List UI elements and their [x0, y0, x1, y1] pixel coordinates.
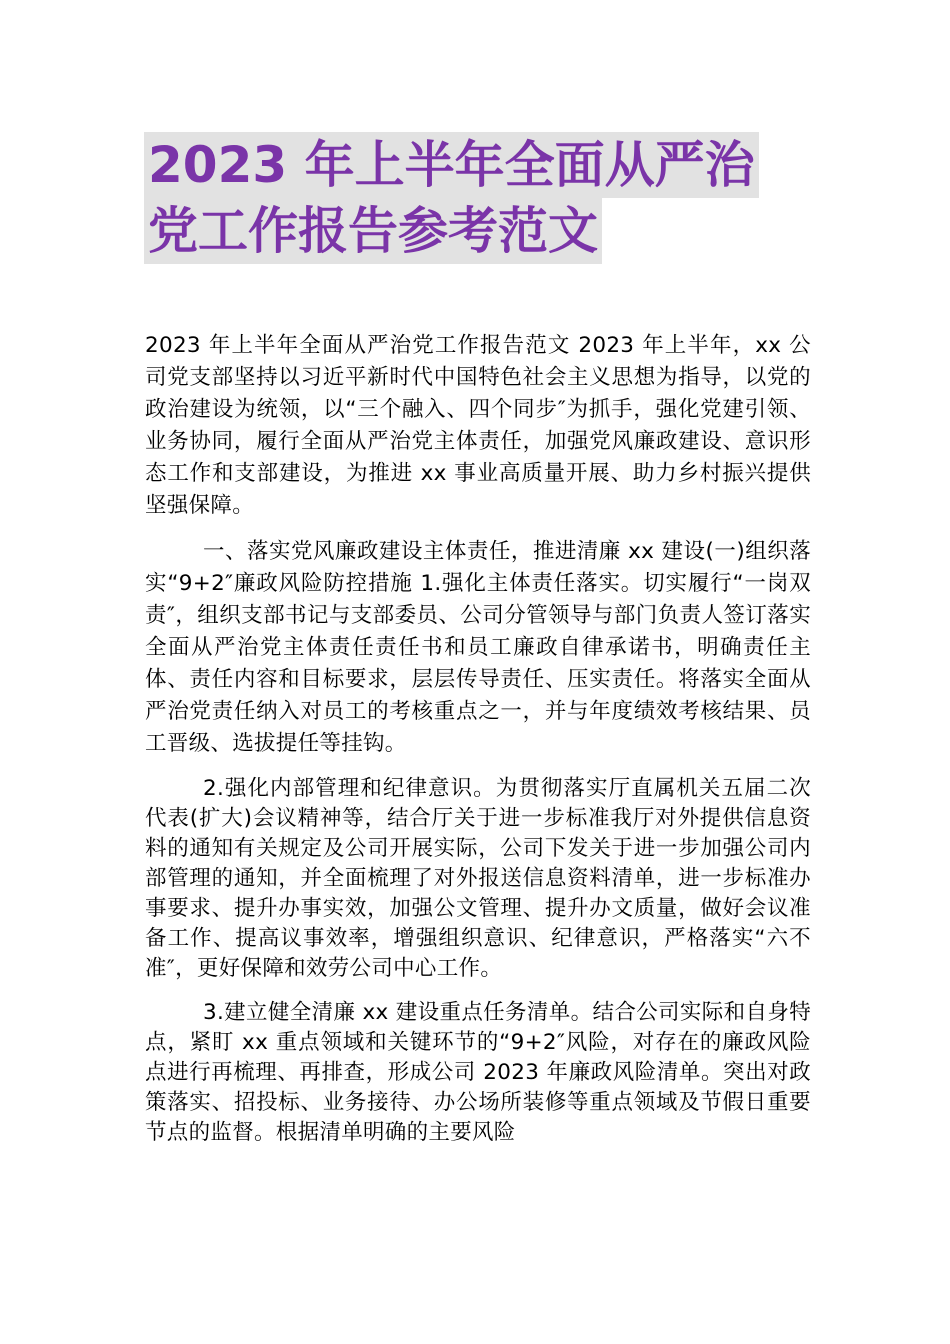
document-body: [145, 330, 811, 1148]
title-line-1: 2023 年上半年全面从严治: [144, 132, 759, 198]
paragraph-item-3: 3.建立健全清廉 xx 建设重点任务清单。结合公司实际和自身特点，紧盯 xx 重点领域和关键环节的“9+2″风险，对存在的廉政风险点进行再梳理、再排查，形成公司 2023 年廉政风险清单。突出对政策落实、招投标、业务接待、办公场所装修等重点领域及节假日重要节点的监督。根据清单明确的主要风险: [145, 1000, 811, 1145]
paragraph-gap: [145, 522, 811, 536]
paragraph-gap: [145, 984, 811, 998]
paragraph-item-2: 2.强化内部管理和纪律意识。为贯彻落实厅直属机关五届二次代表(扩大)会议精神等，结合厅关于进一步标准我厅对外提供信息资料的通知有关规定及公司开展实际，公司下发关于进一步加强公司内部管理的通知，并全面梳理了对外报送信息资料清单，进一步标准办事要求、提升办事实效，加强公文管理、提升办文质量，做好会议准备工作、提高议事效率，增强组织意识、纪律意识，严格落实“六不准″，更好保障和效劳公司中心工作。: [145, 776, 811, 981]
document-title: [144, 132, 824, 264]
title-line-2: 党工作报告参考范文: [144, 198, 602, 264]
paragraph-intro: 2023 年上半年全面从严治党工作报告范文 2023 年上半年，xx 公司党支部坚持以习近平新时代中国特色社会主义思想为指导，以党的政治建设为统领，以“三个融入、四个同步″为抓手，强化党建引领、业务协同，履行全面从严治党主体责任，加强党风廉政建设、意识形态工作和支部建设，为推进 xx 事业高质量开展、助力乡村振兴提供坚强保障。: [145, 333, 811, 518]
paragraph-section-1: 一、落实党风廉政建设主体责任，推进清廉 xx 建设(一)组织落实“9+2″廉政风险防控措施 1.强化主体责任落实。切实履行“一岗双责″，组织支部书记与支部委员、公司分管领导与部门负责人签订落实全面从严治党主体责任责任书和员工廉政自律承诺书，明确责任主体、责任内容和目标要求，层层传导责任、压实责任。将落实全面从严治党责任纳入对员工的考核重点之一，并与年度绩效考核结果、员工晋级、选拔提任等挂钩。: [145, 539, 811, 756]
paragraph-gap: [145, 760, 811, 774]
